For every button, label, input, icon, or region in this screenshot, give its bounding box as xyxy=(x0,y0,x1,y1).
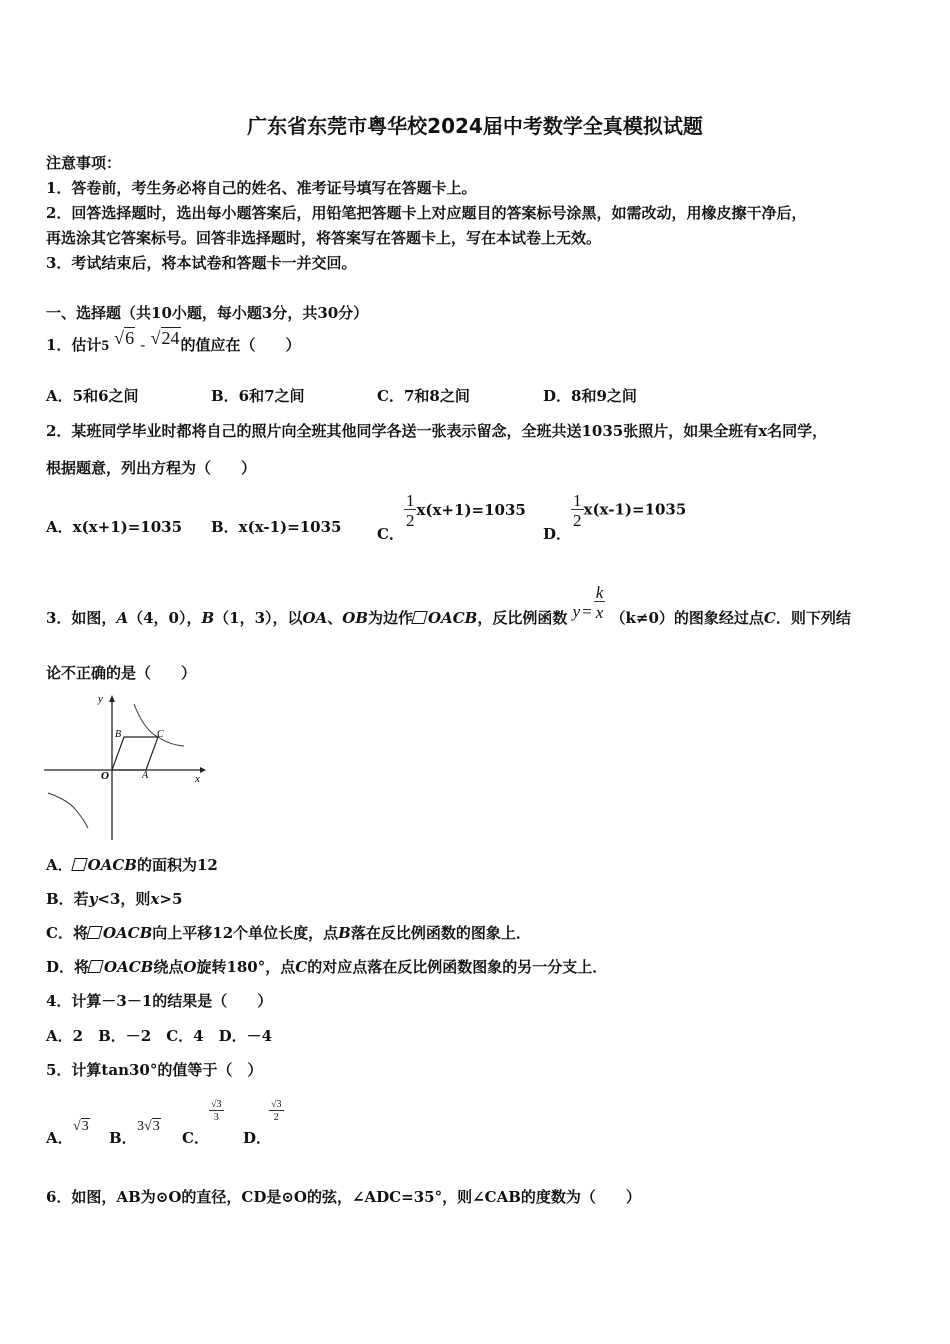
q1-sqrt-24: √24 xyxy=(150,328,180,348)
q5-option-b-label: B． xyxy=(109,1129,137,1147)
q3-option-b xyxy=(46,888,182,909)
y-axis-arrow xyxy=(109,695,115,702)
q3-option-d-c: C xyxy=(295,958,308,976)
parallelogram-oacb xyxy=(112,737,158,770)
q3-option-d xyxy=(46,956,607,977)
graph-label-b: B xyxy=(115,729,122,740)
q1-prefix: 1．估计 xyxy=(46,336,102,354)
q2-option-c-fraction: $\frac{1}{2}$ xyxy=(405,491,415,530)
q3-option-a-para: OACB xyxy=(87,856,137,874)
question-3-line2: 论不正确的是（ ） xyxy=(46,664,197,682)
q1-option-d: D．8和9之间 xyxy=(543,387,637,405)
q5-option-c-fraction: $\frac{√3}{3}$ xyxy=(211,1099,222,1123)
parallelogram-icon xyxy=(411,611,427,624)
q5-option-b-value: 3√3 xyxy=(137,1119,160,1134)
q3-fn-eq: = xyxy=(582,601,592,621)
q3-mid: 为边作 xyxy=(368,608,414,627)
notice-item-2-cont: 再选涂其它答案标号。回答非选择题时，将答案写在答题卡上，写在本试卷上无效。 xyxy=(46,229,602,247)
q3-ob: OB xyxy=(342,608,368,627)
q2-option-d-text: x(x-1)=1035 xyxy=(583,500,687,519)
q3-option-d-o: O xyxy=(183,958,197,976)
q3-option-a-label: A． xyxy=(46,856,73,874)
question-2-line2: 根据题意，列出方程为（ ） xyxy=(46,459,257,477)
q3-tail: ．则下列结 xyxy=(775,608,851,627)
parallelogram-icon xyxy=(86,926,102,939)
q5-option-d-fraction: $\frac{√3}{2}$ xyxy=(271,1099,282,1123)
graph-label-c: C xyxy=(157,729,164,740)
q2-option-d-label: D． xyxy=(543,524,572,543)
q5-option-d-label: D． xyxy=(243,1129,272,1147)
q2-option-a: A．x(x+1)=1035 xyxy=(46,518,183,536)
q4-options: A．2 B．－2 C．4 D．－4 xyxy=(46,1027,273,1045)
q3-point-b-coord: （1，3），以 xyxy=(214,608,303,627)
notice-heading: 注意事项： xyxy=(46,154,122,172)
q1-sqrt-6: √6 xyxy=(114,328,135,348)
question-6: 6．如图，AB为⊙O的直径，CD是⊙O的弦，∠ADC=35°，则∠CAB的度数为（ ） xyxy=(46,1188,641,1206)
q3-option-c-text: 落在反比例函数的图象上． xyxy=(350,924,531,942)
graph-label-a: A xyxy=(142,770,149,781)
q3-option-d-label: D．将 xyxy=(46,958,90,976)
q3-option-b-mid: <3，则 xyxy=(97,890,151,908)
notice-item-2: 2．回答选择题时，选出每小题答案后，用铅笔把答题卡上对应题目的答案标号涂黑，如需改动，用橡皮擦干净后， xyxy=(46,204,807,222)
question-5: 5．计算tan30°的值等于（ ） xyxy=(46,1061,263,1079)
question-1 xyxy=(46,328,301,355)
q3-option-c-label: C．将 xyxy=(46,924,88,942)
q3-fn-fraction: $\frac{k}{x}$ xyxy=(595,583,604,622)
q3-option-c-mid: 向上平移12个单位长度，点 xyxy=(152,924,339,942)
q3-fn-y: y xyxy=(572,601,581,621)
x-axis-arrow xyxy=(200,767,206,773)
notice-item-3: 3．考试结束后，将本试卷和答题卡一并交回。 xyxy=(46,254,357,272)
q1-suffix: 的值应在（ ） xyxy=(180,336,301,354)
q3-option-b-y: y xyxy=(88,890,98,908)
q1-option-c: C．7和8之间 xyxy=(377,387,470,405)
q3-option-b-label: B．若 xyxy=(46,890,89,908)
q5-option-a-label: A． xyxy=(46,1129,73,1147)
q3-option-c-b: B xyxy=(338,924,351,942)
q3-option-b-x: x xyxy=(150,890,160,908)
section-heading: 一、选择题（共10小题，每小题3分，共30分） xyxy=(46,304,369,322)
q2-option-d-fraction: $\frac{1}{2}$ xyxy=(573,491,582,530)
question-2-line1: 2．某班同学毕业时都将自己的照片向全班其他同学各送一张表示留念，全班共送1035张照片，如果全班有x名同学， xyxy=(46,422,828,440)
q3-graph xyxy=(42,690,212,842)
q3-option-c-para: OACB xyxy=(102,924,153,942)
q3-option-d-text: 的对应点落在反比例函数图象的另一分支上． xyxy=(307,958,608,976)
q3-point-a-coord: （4，0）， xyxy=(128,608,202,627)
q2-option-c xyxy=(377,491,526,543)
q3-option-d-mid: 绕点 xyxy=(153,958,184,976)
parallelogram-icon xyxy=(71,858,87,871)
notice-item-1: 1．答卷前，考生务必将自己的姓名、准考证号填写在答题卡上。 xyxy=(46,179,477,197)
hyperbola-branch-2 xyxy=(48,793,88,828)
q2-option-b: B．x(x-1)=1035 xyxy=(211,518,342,536)
graph-label-x: x xyxy=(195,773,200,785)
parallelogram-icon xyxy=(87,960,103,973)
q3-option-d-para: OACB xyxy=(104,958,154,976)
q3-prefix: 3．如图， xyxy=(46,608,117,627)
q1-minus: - xyxy=(140,336,146,354)
q2-option-c-label: C． xyxy=(377,524,404,543)
q5-option-a-value: √3 xyxy=(73,1119,89,1134)
q1-option-b: B．6和7之间 xyxy=(211,387,305,405)
q3-sep: 、 xyxy=(327,608,343,627)
q3-condition: （k≠0）的图象经过点 xyxy=(610,608,764,627)
question-3-line1 xyxy=(46,580,851,627)
q3-option-a xyxy=(46,854,218,875)
q2-option-d xyxy=(543,491,687,543)
q1-coef: 5 xyxy=(101,338,109,354)
q3-oa: OA xyxy=(302,608,328,627)
graph-label-o: O xyxy=(101,770,109,782)
q3-option-d-mid2: 旋转180°，点 xyxy=(196,958,296,976)
question-4: 4．计算－3－1的结果是（ ） xyxy=(46,992,273,1010)
q3-option-c xyxy=(46,922,531,943)
q5-option-c-label: C． xyxy=(182,1129,209,1147)
graph-label-y: y xyxy=(98,693,103,705)
q1-option-a: A．5和6之间 xyxy=(46,387,139,405)
q3-point-b: B xyxy=(201,608,215,627)
q3-option-b-text: >5 xyxy=(159,890,183,908)
q2-option-c-text: x(x+1)=1035 xyxy=(416,500,526,519)
q3-para-name: OACB xyxy=(428,608,478,627)
q3-option-a-text: 的面积为12 xyxy=(136,856,218,874)
q3-mid2: ，反比例函数 xyxy=(477,608,568,627)
q3-point-c: C xyxy=(763,608,776,627)
page-title: 广东省东莞市粤华校2024届中考数学全真模拟试题 xyxy=(247,114,703,138)
q3-point-a: A xyxy=(116,608,129,627)
